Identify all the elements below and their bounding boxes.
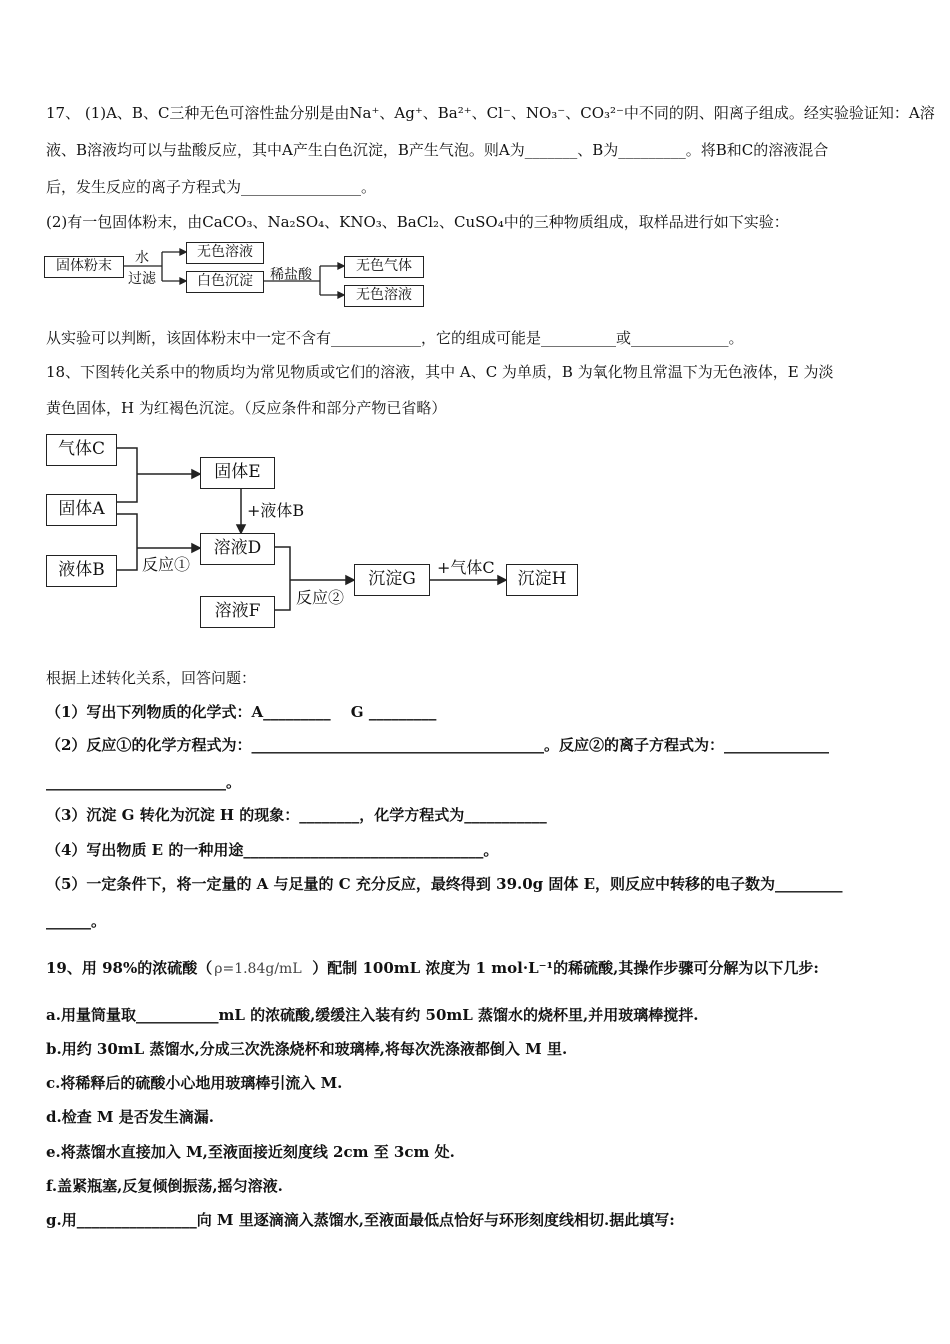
box-solid-e: 固体E [200,457,275,489]
label-reaction-2: 反应② [296,588,345,607]
q17-line4: (2)有一包固体粉末，由CaCO₃、Na₂SO₄、KNO₃、BaCl₂、CuSO₄中的三种物质组成，取样品进行如下实验： [46,213,789,231]
q18-part5a: （5）一定条件下，将一定量的 A 与足量的 C 充分反应，最终得到 39.0g 固体 E，则反应中转移的电子数为_________ [46,875,843,893]
box-solid-powder: 固体粉末 [44,256,124,278]
q18-part2a: （2）反应①的化学方程式为：_______________________________________。反应②的离子方程式为：______________ [46,736,829,754]
box-solid-a: 固体A [46,494,117,526]
q19-line1a: 19、用 98%的浓硫酸（ [46,959,213,977]
box-gas-c: 气体C [46,434,117,466]
label-water: 水 [135,250,149,266]
label-dilute-hcl: 稀盐酸 [270,267,312,283]
q19-step-a: a.用量筒量取___________mL 的浓硫酸,缓缓注入装有约 50mL 蒸馏水的烧杯里,并用玻璃棒搅拌. [46,1006,699,1024]
q19-line1b: ）配制 100mL 浓度为 1 mol·L⁻¹的稀硫酸,其操作步骤可分解为以下几步: [312,959,819,977]
label-plus-liquid-b: +液体B [247,501,305,520]
box-white-precipitate: 白色沉淀 [186,271,264,293]
q17-line1: 17、 (1)A、B、C三种无色可溶性盐分别是由Na⁺、Ag⁺、Ba²⁺、Cl⁻、NO₃⁻、CO₃²⁻中不同的阴、阳离子组成。经实验验证知：A溶 [46,104,935,122]
q17-line2: 液、B溶液均可以与盐酸反应，其中A产生白色沉淀，B产生气泡。则A为_______、B为_________。将B和C的溶液混合 [46,141,829,159]
box-precipitate-g: 沉淀G [354,564,430,596]
label-reaction-1: 反应① [142,555,191,574]
box-colorless-solution-2: 无色溶液 [344,285,424,307]
q18-part1: （1）写出下列物质的化学式：A_________ G _________ [46,703,437,721]
q19-step-c: c.将稀释后的硫酸小心地用玻璃棒引流入 M. [46,1074,343,1092]
q19-step-b: b.用约 30mL 蒸馏水,分成三次洗涤烧杯和玻璃棒,将每次洗涤液都倒入 M 里. [46,1040,568,1058]
box-solution-d: 溶液D [200,533,275,565]
q19-step-f: f.盖紧瓶塞,反复倾倒振荡,摇匀溶液. [46,1177,283,1195]
q17-line5: 从实验可以判断，该固体粉末中一定不含有____________，它的组成可能是__________或_____________。 [46,329,744,347]
q17-line3: 后，发生反应的离子方程式为________________。 [46,178,377,196]
box-precipitate-h: 沉淀H [506,564,578,596]
q18-intro: 根据上述转化关系，回答问题： [46,669,257,687]
q18-line2: 黄色固体，H 为红褐色沉淀。（反应条件和部分产物已省略） [46,399,447,417]
box-colorless-gas: 无色气体 [344,256,424,278]
label-plus-gas-c: +气体C [437,558,495,577]
box-colorless-solution: 无色溶液 [186,242,264,264]
q19-step-g: g.用________________向 M 里逐滴滴入蒸馏水,至液面最低点恰好与环形刻度线相切.据此填写: [46,1211,675,1229]
q18-part4: （4）写出物质 E 的一种用途________________________________。 [46,841,499,859]
q18-part5b: ______。 [46,912,107,930]
q18-part3: （3）沉淀 G 转化为沉淀 H 的现象：________，化学方程式为___________ [46,806,547,824]
q19-step-e: e.将蒸馏水直接加入 M,至液面接近刻度线 2cm 至 3cm 处. [46,1143,455,1161]
q18-line1: 18、下图转化关系中的物质均为常见物质或它们的溶液，其中 A、C 为单质，B 为氧化物且常温下为无色液体，E 为淡 [46,363,834,381]
density-label: ρ=1.84g/mL [214,961,302,977]
box-liquid-b: 液体B [46,555,117,587]
box-solution-f: 溶液F [200,596,275,628]
label-filter: 过滤 [128,271,156,287]
q19-step-d: d.检查 M 是否发生滴漏. [46,1108,214,1126]
q19-line1 [46,958,819,978]
q18-part2b: ________________________。 [46,773,242,791]
